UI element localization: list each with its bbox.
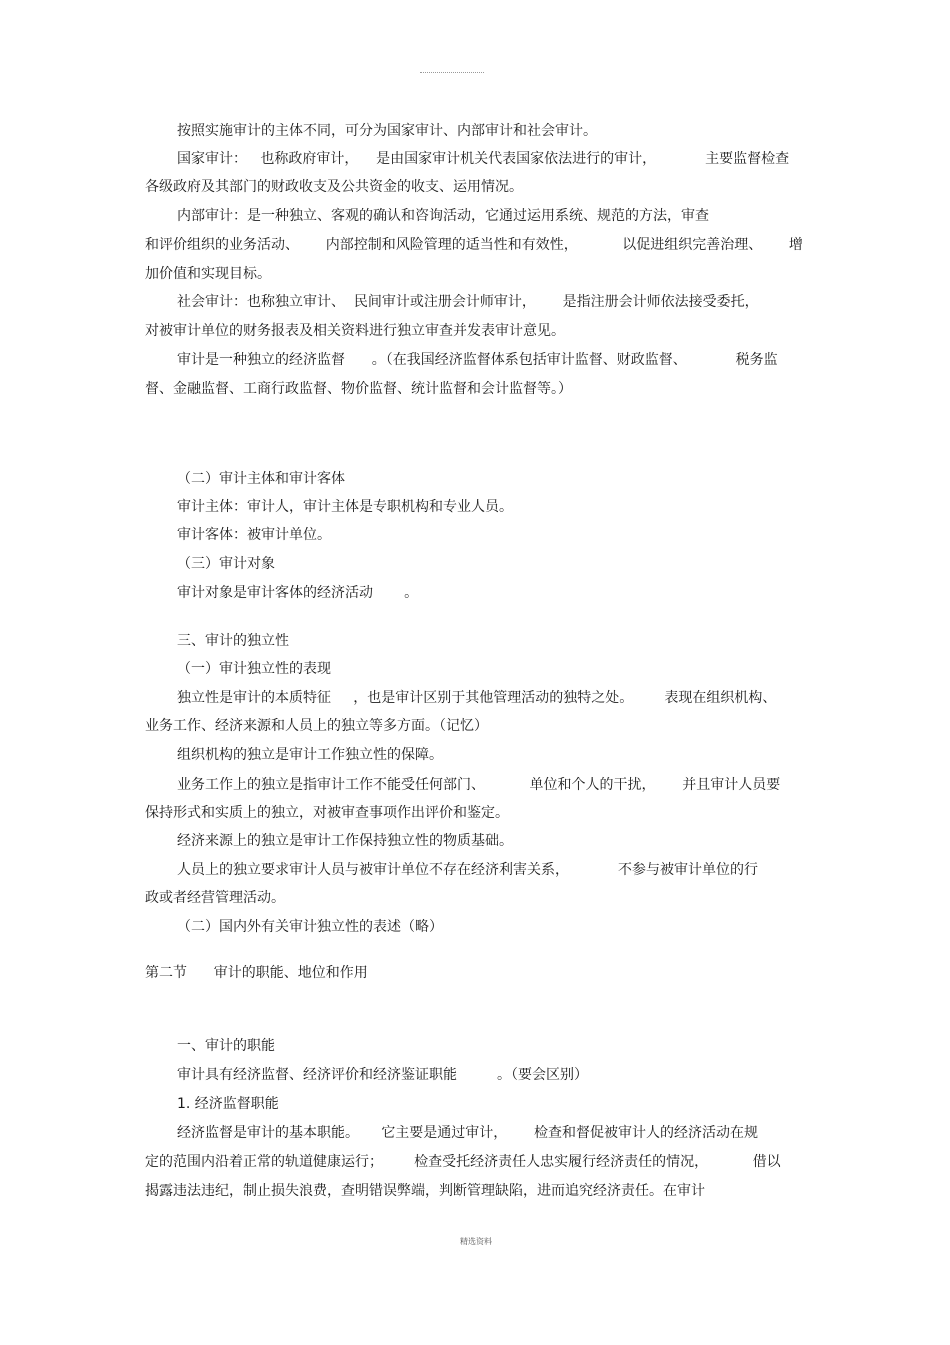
paragraph-line: 各级政府及其部门的财政收支及公共资金的收支、运用情况。 — [145, 179, 523, 195]
section-heading: （三）审计对象 — [177, 556, 275, 572]
paragraph-line: 业务工作上的独立是指审计工作不能受任何部门、 单位和个人的干扰， 并且审计人员要 — [177, 777, 781, 793]
paragraph-line: 经济来源上的独立是审计工作保持独立性的物质基础。 — [177, 833, 513, 849]
paragraph-line: 审计主体：审计人，审计主体是专职机构和专业人员。 — [177, 499, 513, 515]
paragraph-line: 和评价组织的业务活动、 内部控制和风险管理的适当性和有效性， 以促进组织完善治理、 增 — [145, 237, 803, 253]
paragraph-line: 审计具有经济监督、经济评价和经济鉴证职能 。（要会区别） — [177, 1067, 589, 1083]
section-heading: 1. 经济监督职能 — [177, 1096, 279, 1112]
paragraph-line: 督、金融监督、工商行政监督、物价监督、统计监督和会计监督等。） — [145, 381, 572, 397]
paragraph-line: 按照实施审计的主体不同，可分为国家审计、内部审计和社会审计。 — [177, 123, 597, 139]
section-heading: （二）审计主体和审计客体 — [177, 471, 345, 487]
section-heading: （一）审计独立性的表现 — [177, 661, 331, 677]
paragraph-line: 人员上的独立要求审计人员与被审计单位不存在经济利害关系， 不参与被审计单位的行 — [177, 862, 758, 878]
paragraph-line: 揭露违法违纪，制止损失浪费，查明错误弊端，判断管理缺陷，进而追究经济责任。在审计 — [145, 1183, 705, 1199]
paragraph-line: 对被审计单位的财务报表及相关资料进行独立审查并发表审计意见。 — [145, 323, 565, 339]
section-heading: 一、审计的职能 — [177, 1038, 275, 1054]
paragraph-line: 内部审计：是一种独立、客观的确认和咨询活动，它通过运用系统、规范的方法，审查 — [177, 208, 709, 224]
chapter-heading: 第二节 审计的职能、地位和作用 — [145, 965, 368, 981]
paragraph-line: 政或者经营管理活动。 — [145, 890, 285, 906]
paragraph-line: 审计客体：被审计单位。 — [177, 527, 331, 543]
paragraph-line: 定的范围内沿着正常的轨道健康运行； 检查受托经济责任人忠实履行经济责任的情况， 借以 — [145, 1154, 781, 1170]
paragraph-line: 加价值和实现目标。 — [145, 266, 271, 282]
paragraph-line: 组织机构的独立是审计工作独立性的保障。 — [177, 747, 443, 763]
section-heading: （二）国内外有关审计独立性的表述（略） — [177, 919, 443, 935]
paragraph-line: 审计对象是审计客体的经济活动 。 — [177, 585, 419, 601]
section-heading: 三、审计的独立性 — [177, 633, 289, 649]
paragraph-line: 社会审计：也称独立审计、 民间审计或注册会计师审计， 是指注册会计师依法接受委托， — [177, 294, 759, 310]
paragraph-line: 业务工作、经济来源和人员上的独立等多方面。（记忆） — [145, 718, 488, 734]
paragraph-line: 经济监督是审计的基本职能。 它主要是通过审计， 检查和督促被审计人的经济活动在规 — [177, 1125, 758, 1141]
header-rule — [420, 72, 484, 73]
paragraph-line: 审计是一种独立的经济监督 。（在我国经济监督体系包括审计监督、财政监督、 税务监 — [177, 352, 778, 368]
page-footer: 精选资料 — [460, 1237, 492, 1246]
paragraph-line: 保持形式和实质上的独立，对被审查事项作出评价和鉴定。 — [145, 805, 509, 821]
paragraph-line: 国家审计： 也称政府审计， 是由国家审计机关代表国家依法进行的审计， 主要监督检查 — [177, 151, 790, 167]
paragraph-line: 独立性是审计的本质特征 ，也是审计区别于其他管理活动的独特之处。 表现在组织机构、 — [177, 690, 777, 706]
